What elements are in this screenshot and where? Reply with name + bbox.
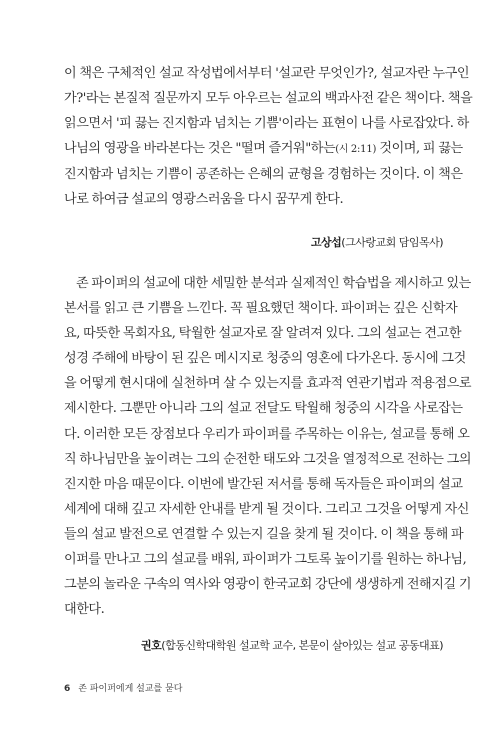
text-line: 본서를 읽고 큰 기쁨을 느낀다. 꼭 필요했던 책이다. 파이퍼는 깊은 신학자 bbox=[64, 301, 458, 317]
text-line: 직 하나님만을 높이려는 그의 순전한 태도와 그것을 열정적으로 전하는 그의 bbox=[64, 451, 472, 467]
text-line: 진지함과 넘치는 기쁨이 공존하는 은혜의 균형을 경험하는 것이다. 이 책은 bbox=[64, 167, 463, 183]
text-line: 성경 주해에 바탕이 된 깊은 메시지로 청중의 영혼에 다가온다. 동시에 그것 bbox=[64, 351, 466, 367]
text-line: 을 어떻게 현시대에 실천하며 살 수 있는지를 효과적 연관기법과 적용점으로 bbox=[64, 376, 472, 392]
text-line: 다. 이러한 모든 장점보다 우리가 파이퍼를 주목하는 이유는, 설교를 통해 오 bbox=[64, 426, 470, 442]
text-line: 들의 설교 발전으로 연결할 수 있는지 길을 찾게 될 것이다. 이 책을 통해 파 bbox=[64, 526, 464, 542]
endorser-name: 고상섭 bbox=[310, 236, 342, 249]
running-title: 존 파이퍼에게 설교를 묻다 bbox=[78, 684, 183, 694]
text-line: 세계에 대해 깊고 자세한 안내를 받게 될 것이다. 그리고 그것을 어떻게 자신 bbox=[64, 501, 470, 517]
text-line: 요, 따뜻한 목회자요, 탁월한 설교자로 잘 알려져 있다. 그의 설교는 견고한 bbox=[64, 326, 462, 342]
text-line: 존 파이퍼의 설교에 대한 세밀한 분석과 실제적인 학습법을 제시하고 있는 bbox=[76, 276, 471, 291]
text-line: 그분의 놀라운 구속의 역사와 영광이 한국교회 강단에 생생하게 전해지길 기 bbox=[64, 577, 472, 593]
verse-reference: (시 2:11) bbox=[335, 144, 377, 156]
text-line: 이 책은 구체적인 설교 작성법에서부터 '설교란 무엇인가?, 설교자란 누구인 bbox=[64, 66, 470, 81]
text-line: 읽으면서 '피 끓는 진지함과 넘치는 기쁨'이라는 표현이 나를 사로잡았다. 하 bbox=[64, 116, 469, 132]
text-line bbox=[64, 136, 463, 162]
endorser-name: 권호 bbox=[141, 639, 162, 652]
text-line: 이퍼를 만나고 그의 설교를 배워, 파이퍼가 그토록 높이기를 원하는 하나님, bbox=[64, 552, 467, 568]
endorser-signature bbox=[141, 637, 443, 653]
text-line: 나로 하여금 설교의 영광스러움을 다시 꿈꾸게 한다. bbox=[64, 192, 344, 208]
endorser-signature bbox=[311, 234, 443, 250]
endorser-title: (합동신학대학원 설교학 교수, 본문이 살아있는 설교 공동대표) bbox=[161, 639, 443, 652]
text-segment: 나님의 영광을 바라본다는 것은 "떨며 즐거워"하는 bbox=[64, 141, 336, 157]
page-number: 6 bbox=[64, 684, 71, 694]
text-line: 제시한다. 그뿐만 아니라 그의 설교 전달도 탁월해 청중의 시각을 사로잡는 bbox=[64, 401, 463, 417]
endorser-title: (그사랑교회 담임목사) bbox=[341, 236, 443, 249]
text-line: 가?'라는 본질적 질문까지 모두 아우르는 설교의 백과사전 같은 책이다. 책을 bbox=[64, 91, 473, 107]
endorsement-2 bbox=[64, 271, 472, 622]
text-line: 대한다. bbox=[64, 602, 105, 618]
text-segment: 것이며, 피 끓는 bbox=[376, 141, 463, 157]
text-line: 진지한 마음 때문이다. 이번에 발간된 저서를 통해 독자들은 파이퍼의 설교 bbox=[64, 476, 463, 492]
endorsement-1 bbox=[64, 61, 473, 213]
page-footer bbox=[64, 681, 182, 694]
